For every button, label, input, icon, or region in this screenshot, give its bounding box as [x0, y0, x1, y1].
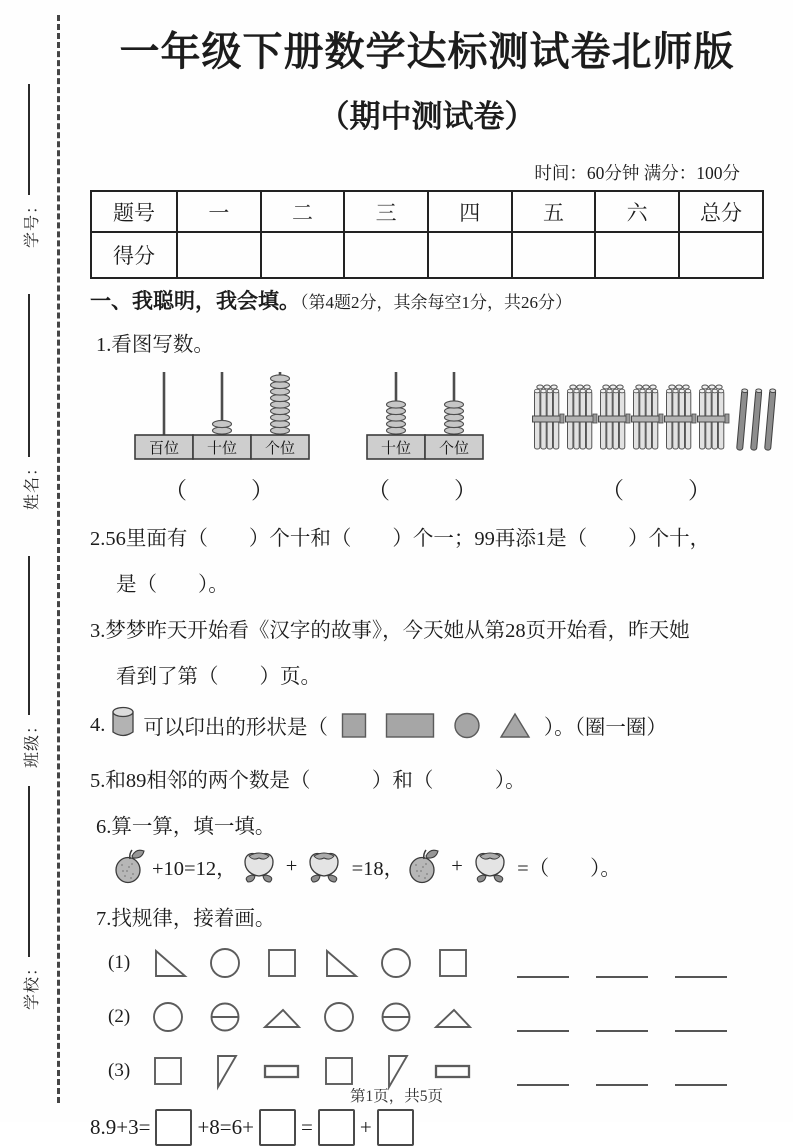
- draw-blank-line: [517, 948, 569, 978]
- school-write-line: [28, 786, 30, 957]
- svg-text:百位: 百位: [148, 441, 180, 457]
- question-1-figures: [90, 367, 764, 505]
- circle-icon: [376, 943, 433, 983]
- question-4: [90, 703, 764, 747]
- svg-text:十位: 十位: [206, 441, 238, 457]
- question-3: [90, 613, 764, 689]
- class-label: 班级：: [23, 716, 41, 768]
- score-table-header-cell: 二: [261, 191, 345, 232]
- score-cell-empty: [344, 232, 428, 278]
- question-2-line2: 是（ ）。: [116, 574, 229, 596]
- student-id-field: [16, 84, 44, 248]
- question-7-text: 7.找规律，接着画。: [96, 908, 276, 930]
- right-triangle-icon: [319, 943, 376, 983]
- wide-triangle-icon: [262, 997, 319, 1037]
- pattern-row-label: (2): [108, 1006, 131, 1027]
- question-1-text: 1.看图写数。: [96, 334, 214, 356]
- answer-box: [155, 1109, 192, 1146]
- class-field: [16, 556, 44, 768]
- answer-box: [377, 1109, 414, 1146]
- peach-icon: [240, 848, 278, 884]
- student-name-write-line: [28, 294, 30, 457]
- paper-title: 一年级下册数学达标测试卷北师版: [119, 29, 735, 74]
- paper-subtitle: （期中测试卷）: [318, 99, 536, 134]
- draw-blank-line: [596, 1002, 648, 1032]
- abacus-tens-icon: [364, 367, 486, 468]
- pear-icon: [407, 847, 443, 885]
- score-table-score-row: [91, 232, 763, 278]
- circle-icon: [205, 943, 262, 983]
- cylinder-icon: [109, 703, 137, 747]
- circle-shape-icon: [453, 711, 481, 739]
- question-8: [90, 1109, 764, 1146]
- score-row-label: 得分: [91, 232, 177, 278]
- answer-blank: （ ）: [601, 478, 717, 503]
- equation-text: =: [300, 1115, 313, 1139]
- abacus-tens-figure: [364, 367, 486, 505]
- expression-text: +: [280, 854, 303, 877]
- equation-text: +8=6+: [197, 1115, 254, 1139]
- peach-icon: [471, 848, 509, 884]
- score-table-header-cell: 五: [512, 191, 596, 232]
- student-name-label: 姓名：: [23, 458, 41, 510]
- score-cell-empty: [512, 232, 596, 278]
- score-cell-empty: [595, 232, 679, 278]
- section-one-heading: [90, 285, 764, 315]
- draw-blank-line: [596, 948, 648, 978]
- student-id-label: 学号：: [23, 196, 41, 248]
- score-table-header-cell: 三: [344, 191, 428, 232]
- svg-text:个位: 个位: [438, 441, 470, 457]
- student-id-write-line: [28, 84, 30, 195]
- question-2: [90, 521, 764, 597]
- question-3-line2: 看到了第（ ）页。: [116, 666, 321, 688]
- svg-text:十位: 十位: [380, 441, 412, 457]
- question-1: [90, 327, 764, 505]
- question-7: [90, 901, 764, 1093]
- abacus-hundreds-figure: [132, 367, 312, 505]
- square-icon: [262, 943, 319, 983]
- section-one-note: （第4题2分，其余每空1分，共26分）: [300, 293, 572, 312]
- class-write-line: [28, 556, 30, 715]
- question-2-line1: 2.56里面有（ ）个十和（ ）个一；99再添1是（ ）个十，: [90, 528, 711, 550]
- question-5: [90, 763, 764, 793]
- stick-bundles-figure: [530, 374, 788, 505]
- stick-bundles-icon: [530, 374, 788, 468]
- page-number-footer: 第1页，共5页: [349, 1088, 443, 1105]
- equation-text: +: [359, 1115, 372, 1139]
- question-3-line1: 3.梦梦昨天开始看《汉字的故事》，今天她从第28页开始看，昨天她: [90, 620, 690, 642]
- school-label: 学校：: [23, 958, 41, 1010]
- circle-icon: [319, 997, 376, 1037]
- pattern-row-1: [108, 941, 764, 985]
- pear-icon: [113, 847, 149, 885]
- question-6-text: 6.算一算，填一填。: [96, 816, 276, 838]
- score-cell-empty: [177, 232, 261, 278]
- circle-icon: [148, 997, 205, 1037]
- question-7-pattern-rows: [90, 941, 764, 1093]
- question-4-number: 4.: [90, 713, 106, 736]
- score-cell-empty: [679, 232, 763, 278]
- pattern-row-label: (1): [108, 952, 131, 973]
- square-icon: [433, 943, 490, 983]
- draw-blank-line: [675, 1002, 727, 1032]
- section-one-title: 一、我聪明，我会填。: [90, 289, 300, 313]
- circle-line-icon: [376, 997, 433, 1037]
- school-field: [16, 786, 44, 1010]
- expression-text: =18，: [346, 858, 405, 880]
- question-4-shape-options: [332, 711, 540, 739]
- answer-blank: （ ）: [164, 478, 280, 503]
- score-table-header-cell: 六: [595, 191, 679, 232]
- answer-box: [318, 1109, 355, 1146]
- answer-blank: （ ）: [367, 478, 483, 503]
- score-cell-empty: [428, 232, 512, 278]
- rectangle-shape-icon: [385, 711, 435, 739]
- answer-box: [259, 1109, 296, 1146]
- score-table-header-row: [91, 191, 763, 232]
- wide-triangle-icon: [433, 997, 490, 1037]
- draw-blank-line: [675, 948, 727, 978]
- pattern-row-label: (3): [108, 1060, 131, 1081]
- draw-blank-line: [675, 1056, 727, 1086]
- square-shape-icon: [341, 711, 367, 739]
- equation-text: 8.9+3=: [90, 1115, 151, 1139]
- student-name-field: [16, 294, 44, 510]
- pattern-row-2: [108, 995, 764, 1039]
- draw-blank-line: [517, 1056, 569, 1086]
- svg-text:个位: 个位: [264, 441, 296, 457]
- draw-blank-line: [596, 1056, 648, 1086]
- expression-text: +10=12，: [152, 858, 237, 880]
- score-table-header-cell: 题号: [91, 191, 177, 232]
- score-cell-empty: [261, 232, 345, 278]
- expression-text: +: [446, 854, 468, 877]
- question-6-expression: [110, 847, 764, 885]
- score-table-header-cell: 总分: [679, 191, 763, 232]
- question-6: [90, 809, 764, 885]
- question-5-text: 5.和89相邻的两个数是（ ）和（ ）。: [90, 770, 526, 792]
- time-score-meta: 时间：60分钟 满分：100分: [534, 163, 740, 183]
- abacus-hundreds-icon: [132, 367, 312, 468]
- draw-blank-line: [517, 1002, 569, 1032]
- cut-dashed-line: [57, 15, 60, 1103]
- score-table: [90, 190, 764, 279]
- score-table-header-cell: 一: [177, 191, 261, 232]
- circle-line-icon: [205, 997, 262, 1037]
- expression-text: =（ ）。: [511, 858, 621, 880]
- paper-main-content: [90, 0, 764, 1146]
- score-table-header-cell: 四: [428, 191, 512, 232]
- question-4-text2: ）。（圈一圈）: [543, 717, 667, 739]
- triangle-shape-icon: [499, 711, 531, 739]
- peach-icon: [305, 848, 343, 884]
- question-4-text1: 可以印出的形状是（: [143, 717, 328, 739]
- right-triangle-icon: [148, 943, 205, 983]
